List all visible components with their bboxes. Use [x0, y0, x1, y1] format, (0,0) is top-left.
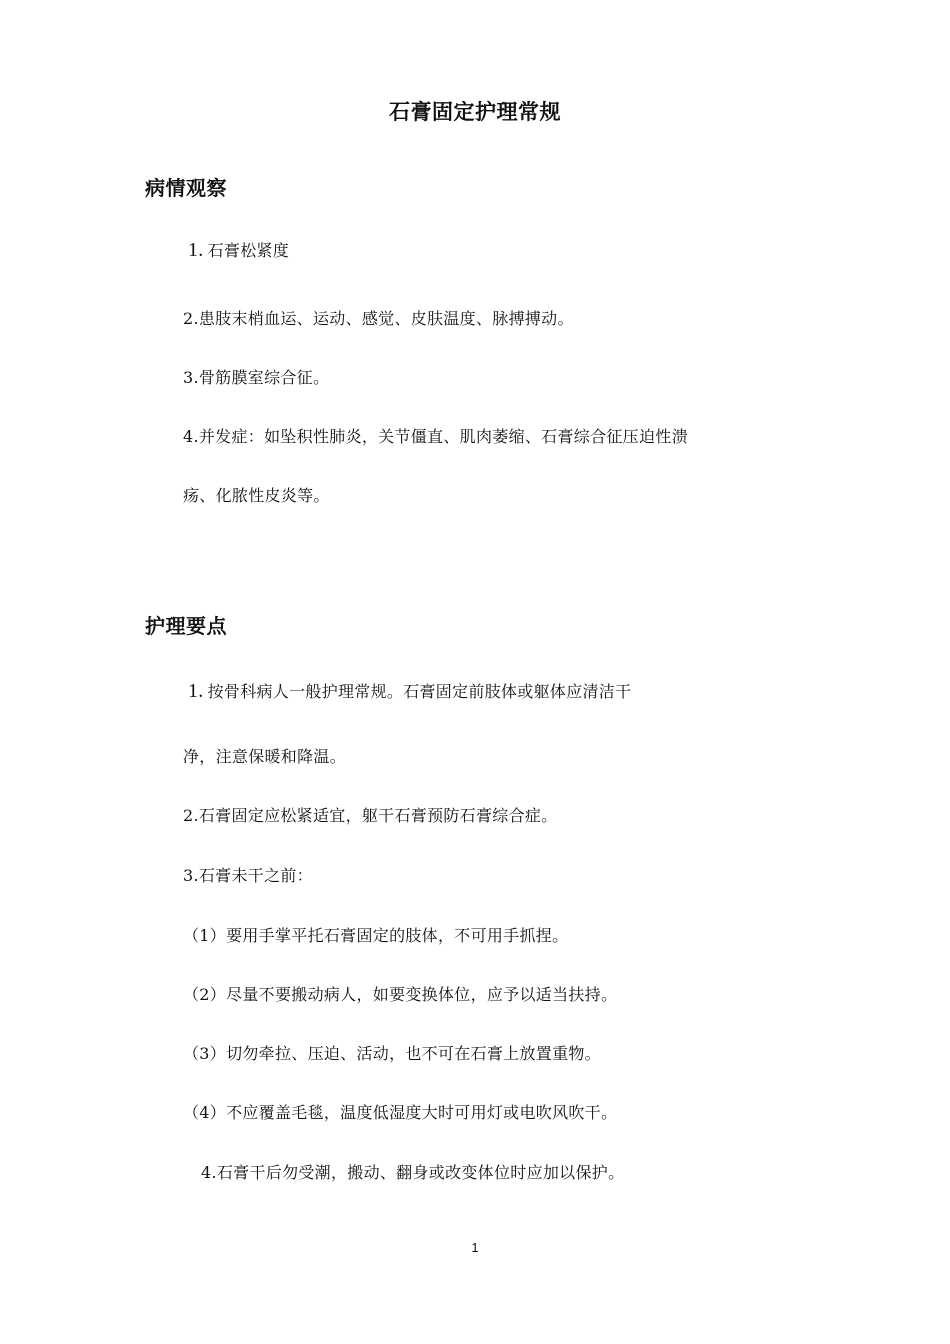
observation-item-1 [188, 240, 289, 261]
nursing-item-1 [188, 681, 631, 702]
nursing-item-3: 3.石膏未干之前： [183, 866, 313, 885]
observation-item-4-line-2: 疡、化脓性皮炎等。 [183, 486, 330, 505]
item-text: 石膏松紧度 [207, 241, 290, 260]
section-heading-nursing: 护理要点 [145, 614, 227, 638]
observation-item-2: 2.患肢末梢血运、运动、感觉、皮肤温度、脉搏搏动。 [183, 309, 574, 328]
item-text: 按骨科病人一般护理常规。石膏固定前肢体或躯体应清洁干 [207, 682, 632, 701]
item-number: 1. [188, 239, 204, 261]
nursing-sub-item-4: （4）不应覆盖毛毯，温度低湿度大时可用灯或电吹风吹干。 [183, 1103, 618, 1122]
nursing-item-2: 2.石膏固定应松紧适宜，躯干石膏预防石膏综合症。 [183, 806, 558, 825]
observation-item-4-line-1: 4.并发症：如坠积性肺炎，关节僵直、肌肉萎缩、石膏综合征压迫性溃 [183, 427, 688, 446]
nursing-sub-item-1: （1）要用手掌平托石膏固定的肢体，不可用手抓捏。 [183, 926, 569, 945]
page-number: 1 [471, 1240, 479, 1255]
observation-item-3: 3.骨筋膜室综合征。 [183, 368, 330, 387]
nursing-item-4: 4.石膏干后勿受潮，搬动、翻身或改变体位时应加以保护。 [201, 1163, 625, 1182]
page-title: 石膏固定护理常规 [389, 100, 561, 124]
nursing-sub-item-2: （2）尽量不要搬动病人，如要变换体位，应予以适当扶持。 [183, 985, 618, 1004]
nursing-item-1-line-2: 净，注意保暖和降温。 [183, 747, 347, 766]
item-number: 1. [188, 680, 204, 702]
section-heading-observation: 病情观察 [145, 176, 227, 200]
nursing-sub-item-3: （3）切勿牵拉、压迫、活动，也不可在石膏上放置重物。 [183, 1044, 601, 1063]
